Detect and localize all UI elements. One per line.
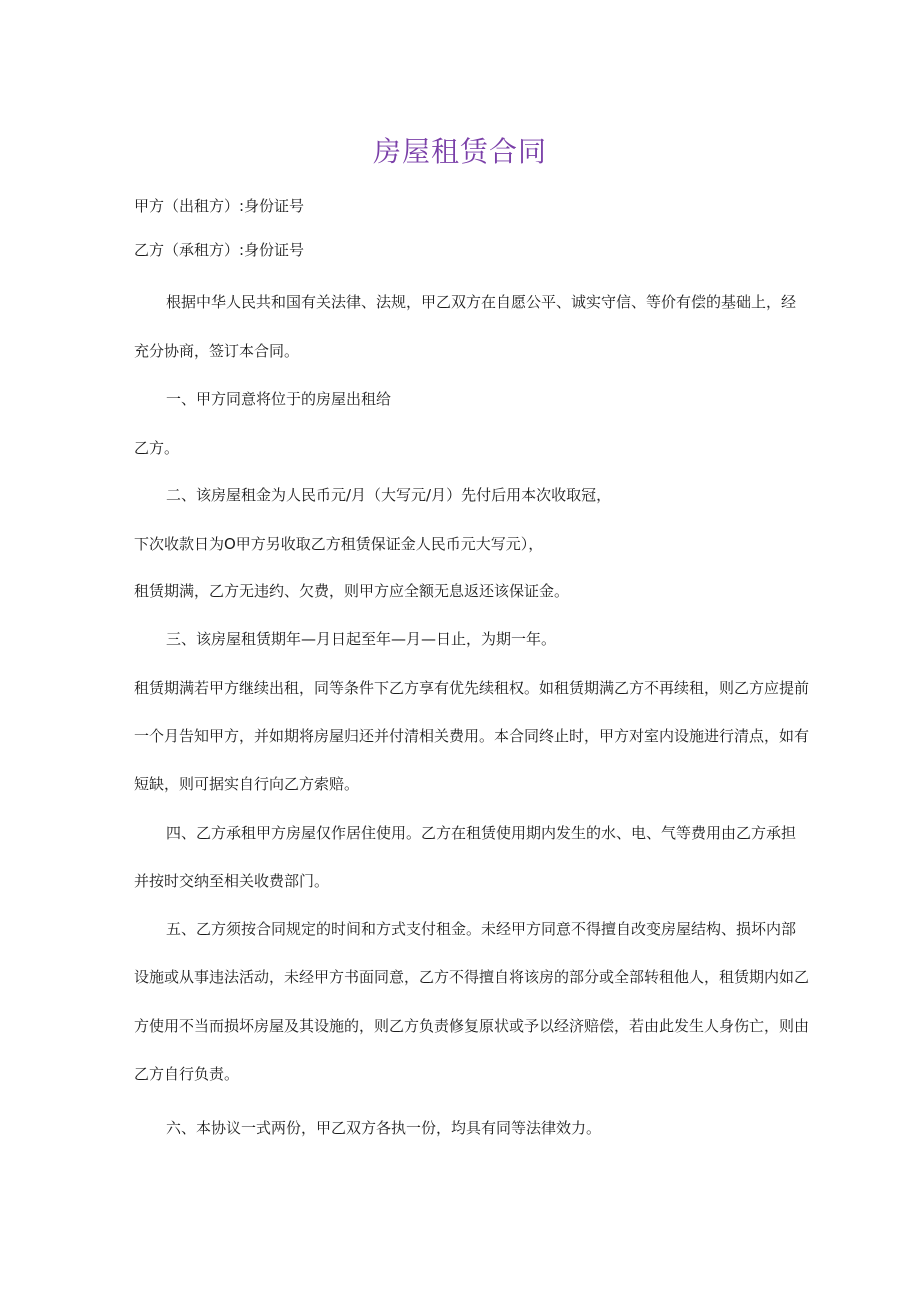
clause-4-line-1: 四、乙方承租甲方房屋仅作居住使用。乙方在租赁使用期内发生的水、电、气等费用由乙方承担 <box>166 824 797 842</box>
clause-6-line-1: 六、本协议一式两份，甲乙双方各执一份，均具有同等法律效力。 <box>166 1119 602 1137</box>
party-a-line: 甲方（出租方）:身份证号 <box>134 197 305 215</box>
preamble-line-1: 根据中华人民共和国有关法律、法规，甲乙双方在自愿公平、诚实守信、等价有偿的基础上，经 <box>166 293 797 311</box>
clause-3-line-4: 短缺，则可据实自行向乙方索赔。 <box>134 775 360 793</box>
clause-1-line-2: 乙方。 <box>134 439 180 457</box>
clause-2-line-2: 下次收款日为O甲方另收取乙方租赁保证金人民币元大写元）， <box>134 535 544 553</box>
clause-5-line-1: 五、乙方须按合同规定的时间和方式支付租金。未经甲方同意不得擅自改变房屋结构、损坏内部 <box>166 920 797 938</box>
clause-5-line-2: 设施或从事违法活动，未经甲方书面同意，乙方不得擅自将该房的部分或全部转租他人，租赁期内如乙 <box>134 968 810 986</box>
clause-5-line-3: 方使用不当而损坏房屋及其设施的，则乙方负责修复原状或予以经济赔偿，若由此发生人身伤亡，则由 <box>134 1017 810 1035</box>
clause-4-line-2: 并按时交纳至相关收费部门。 <box>134 872 330 890</box>
clause-3-line-1: 三、该房屋租赁期年—月日起至年—月—日止，为期一年。 <box>166 630 557 648</box>
clause-3-line-3: 一个月告知甲方，并如期将房屋归还并付清相关费用。本合同终止时，甲方对室内设施进行清点，如有 <box>134 727 810 745</box>
preamble-line-2: 充分协商，签订本合同。 <box>134 342 300 360</box>
clause-3-line-2: 租赁期满若甲方继续出租，同等条件下乙方享有优先续租权。如租赁期满乙方不再续租，则乙方应提前 <box>134 679 810 697</box>
clause-2-line-1: 二、该房屋租金为人民币元/月（大写元/月）先付后用本次收取冠， <box>166 486 612 504</box>
document-title: 房屋租赁合同 <box>372 135 547 168</box>
clause-5-line-4: 乙方自行负责。 <box>134 1065 240 1083</box>
party-b-line: 乙方（承租方）:身份证号 <box>134 241 305 259</box>
clause-1-line-1: 一、甲方同意将位于的房屋出租给 <box>166 390 392 408</box>
clause-2-line-3: 租赁期满，乙方无违约、欠费，则甲方应全额无息返还该保证金。 <box>134 582 570 600</box>
